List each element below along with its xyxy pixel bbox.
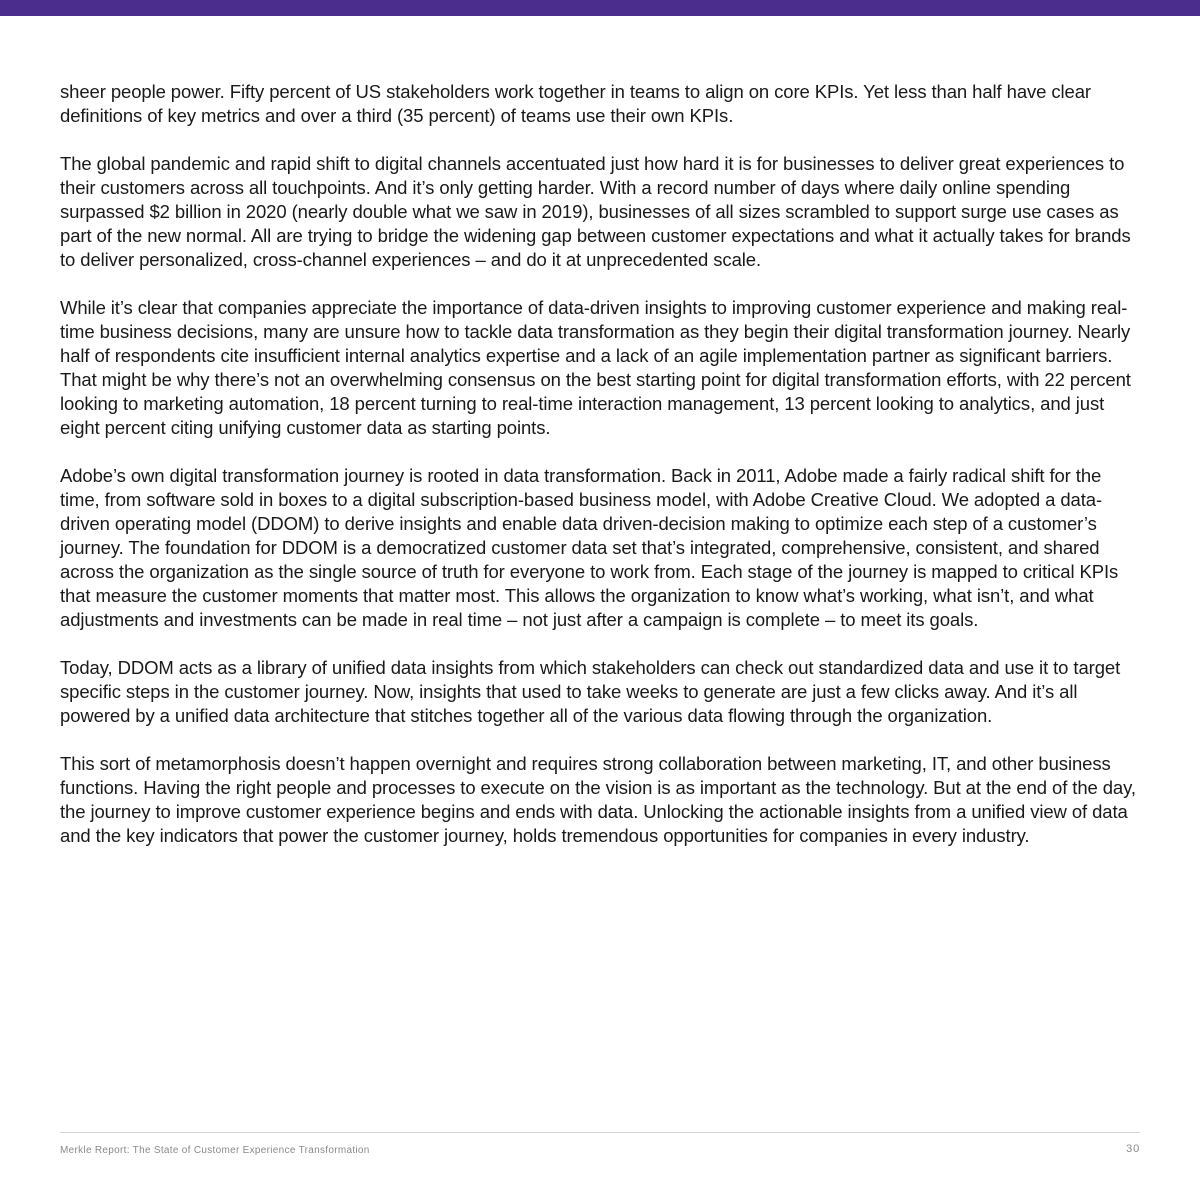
page-number: 30 [1126, 1143, 1140, 1155]
paragraph-2: The global pandemic and rapid shift to digital channels accentuated just how hard it is for businesses to deliver great experiences to their customers across all touchpoints. And it’s only getting harder. With a record number of days where daily online spending surpassed $2 billion in 2020 (nearly double what we saw in 2019), businesses of all sizes scrambled to support surge use cases as part of the new normal. All are trying to bridge the widening gap between customer expectations and what it actually takes for brands to deliver personalized, cross-channel experiences – and do it at unprecedented scale. [60, 153, 1131, 270]
top-accent-bar [0, 0, 1200, 16]
paragraph-4: Adobe’s own digital transformation journey is rooted in data transformation. Back in 2011, Adobe made a fairly radical shift for the time, from software sold in boxes to a digital subscription-based business model, with Adobe Creative Cloud. We adopted a data-driven operating model (DDOM) to derive insights and enable data driven-decision making to optimize each step of a customer’s journey. The foundation for DDOM is a democratized customer data set that’s integrated, comprehensive, consistent, and shared across the organization as the single source of truth for everyone to work from. Each stage of the journey is mapped to critical KPIs that measure the customer moments that matter most. This allows the organization to know what’s working, what isn’t, and what adjustments and investments can be made in real time – not just after a campaign is complete – to meet its goals. [60, 465, 1119, 630]
paragraph-3: While it’s clear that companies appreciate the importance of data-driven insights to improving customer experience and making real-time business decisions, many are unsure how to tackle data transformation as they begin their digital transformation journey. Nearly half of respondents cite insufficient internal analytics expertise and a lack of an agile implementation partner as significant barriers. That might be why there’s not an overwhelming consensus on the best starting point for digital transformation efforts, with 22 percent looking to marketing automation, 18 percent turning to real-time interaction management, 13 percent looking to analytics, and just eight percent citing unifying customer data as starting points. [60, 297, 1131, 438]
paragraph-5: Today, DDOM acts as a library of unified data insights from which stakeholders can check out standardized data and use it to target specific steps in the customer journey. Now, insights that used to take weeks to generate are just a few clicks away. And it’s all powered by a unified data architecture that stitches together all of the various data flowing through the organization. [60, 657, 1121, 726]
paragraph-1: sheer people power. Fifty percent of US stakeholders work together in teams to align on core KPIs. Yet less than half have clear definitions of key metrics and over a third (35 percent) of teams use their own KPIs. [60, 81, 1091, 126]
footer-report-title: Merkle Report: The State of Customer Experience Transformation [60, 1145, 370, 1156]
footer-divider [60, 1132, 1140, 1133]
body-text [60, 80, 1145, 872]
paragraph-6: This sort of metamorphosis doesn’t happen overnight and requires strong collaboration between marketing, IT, and other business functions. Having the right people and processes to execute on the vision is as important as the technology. But at the end of the day, the journey to improve customer experience begins and ends with data. Unlocking the actionable insights from a unified view of data and the key indicators that power the customer journey, holds tremendous opportunities for companies in every industry. [60, 753, 1136, 846]
